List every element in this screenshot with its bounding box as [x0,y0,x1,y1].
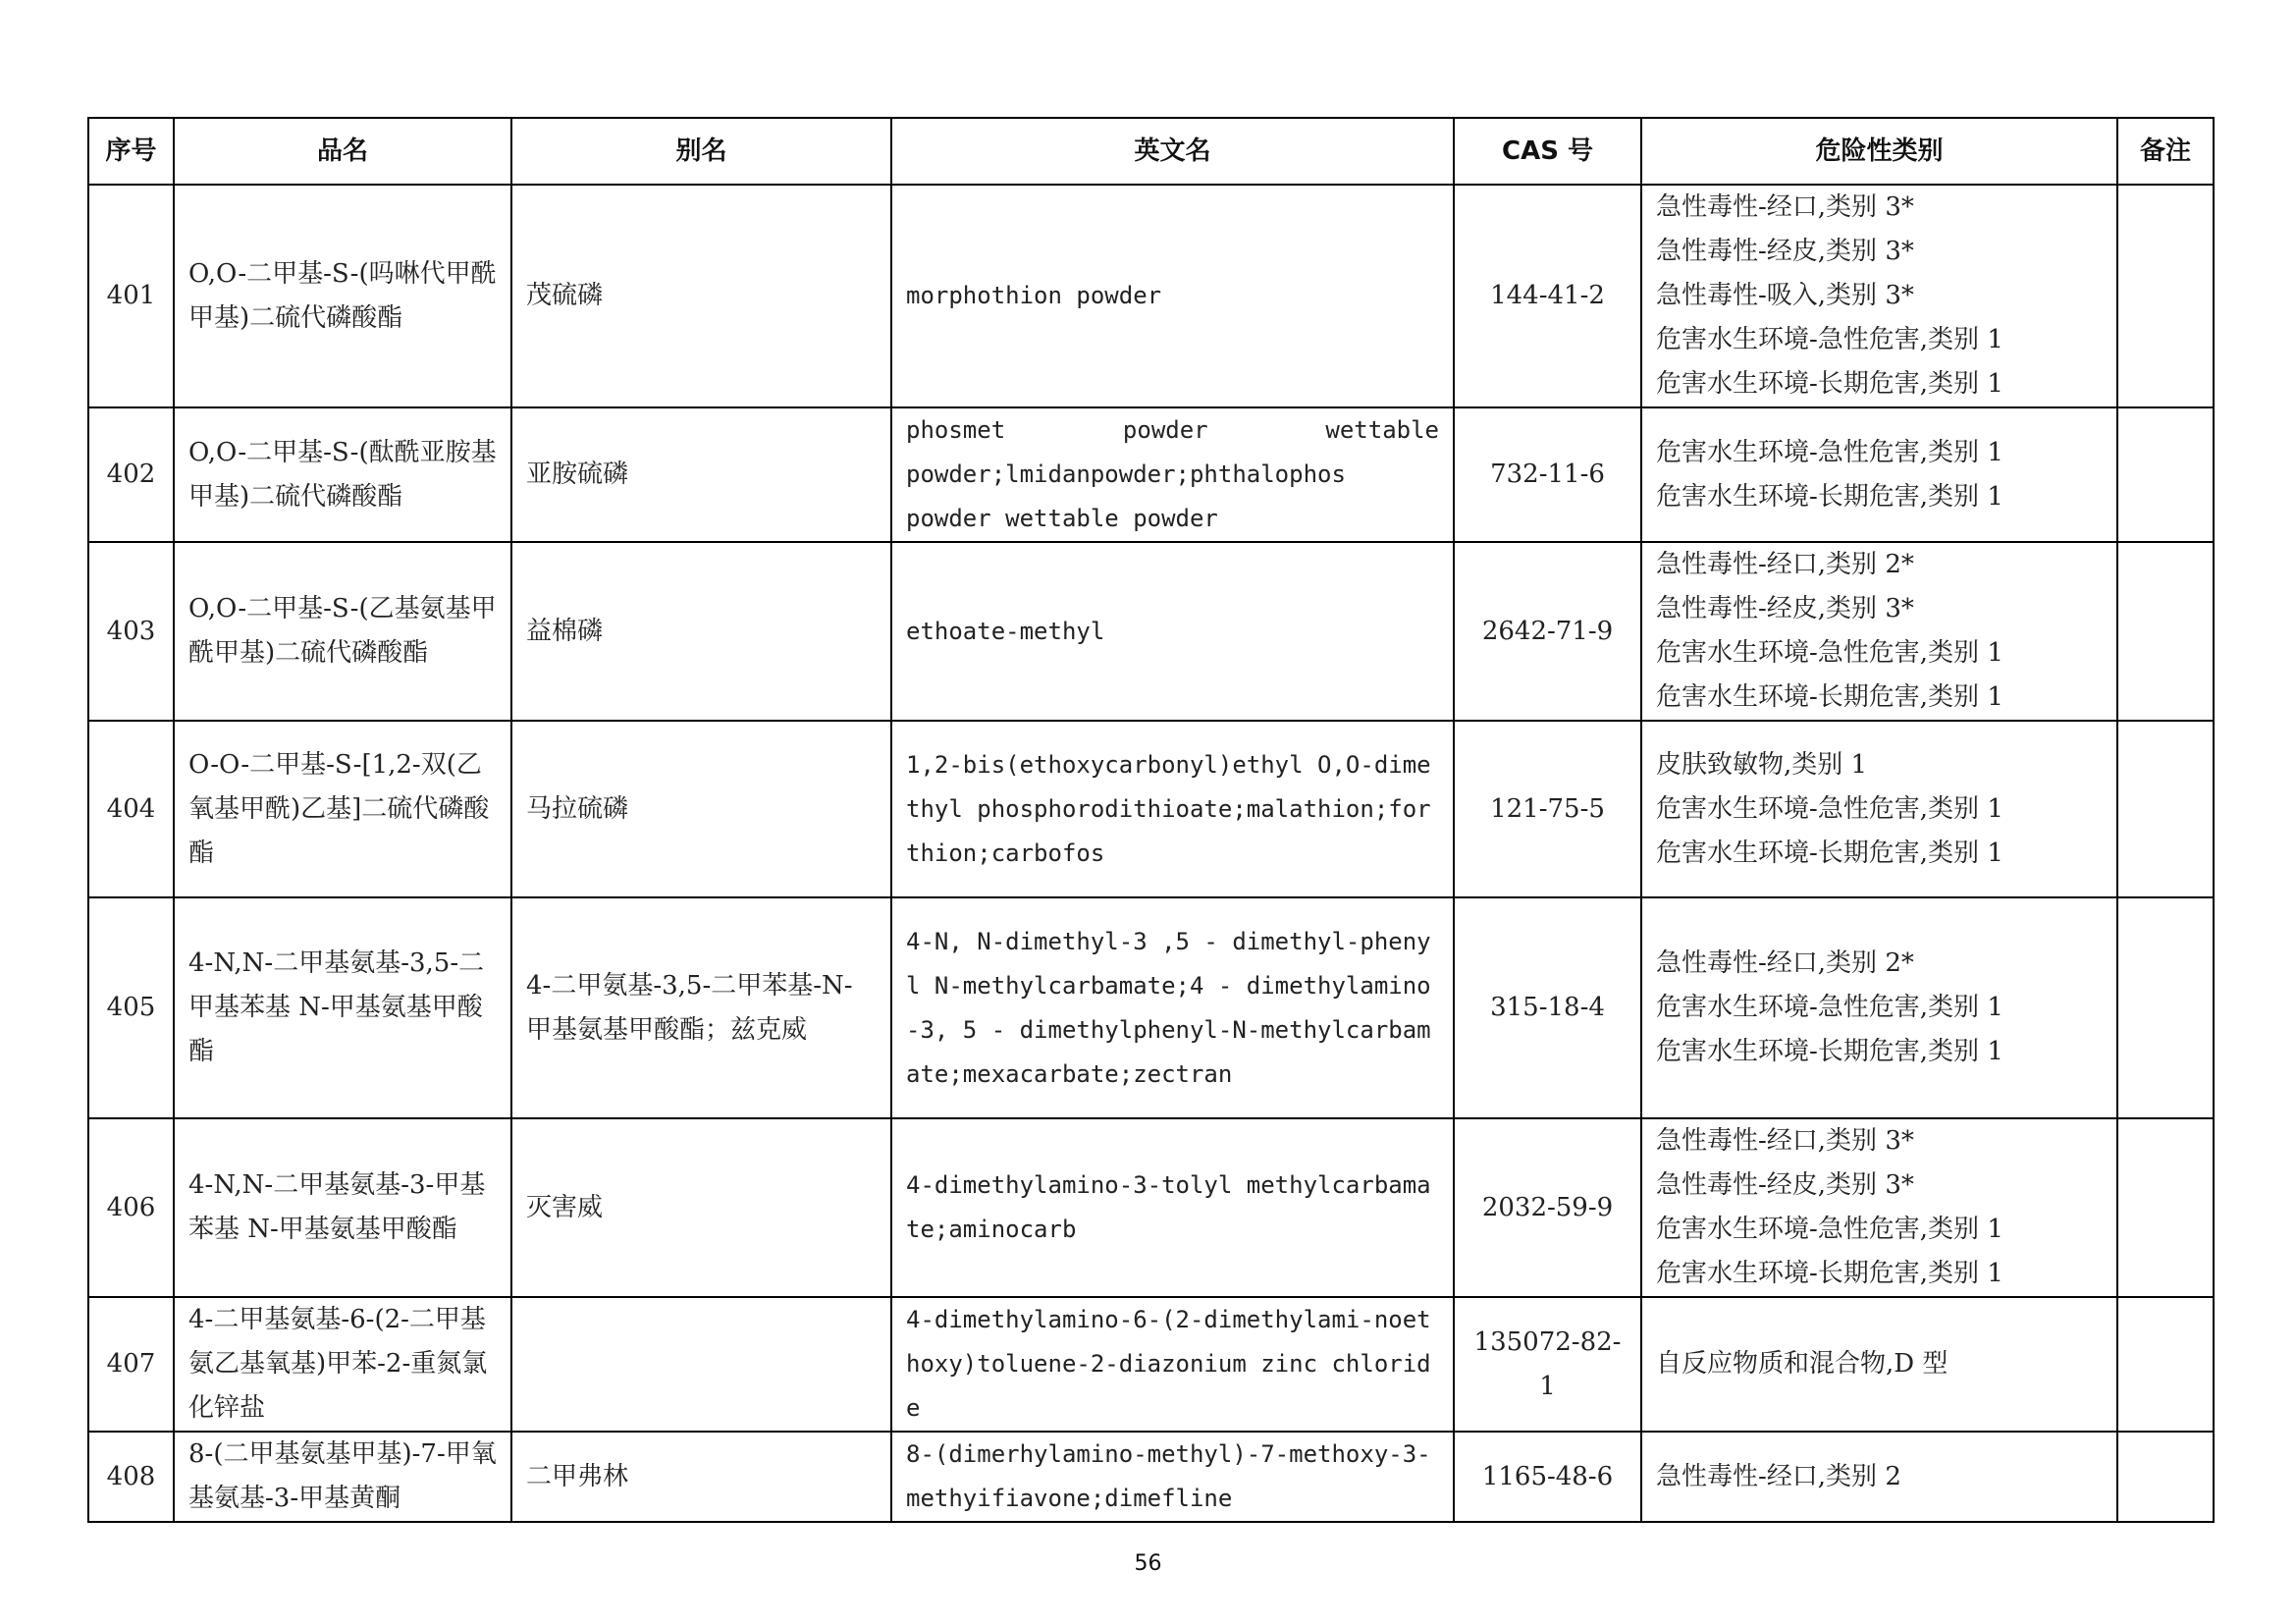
cell-name: O,O-二甲基-S-(乙基氨基甲酰甲基)二硫代磷酸酯 [174,542,511,721]
cell-alias: 亚胺硫磷 [511,407,891,542]
cell-english: 4-dimethylamino-3-tolyl methylcarbamate;aminocarb [891,1118,1454,1297]
table-row [88,1432,2214,1522]
hazard-line: 皮肤致敏物,类别 1 [1656,749,1868,780]
hazard-line: 危害水生环境-长期危害,类别 1 [1656,369,2003,399]
hazard-line: 急性毒性-经口,类别 3* [1656,192,1914,222]
hazard-line: 危害水生环境-急性危害,类别 1 [1656,993,2003,1022]
cell-hazard [1641,1432,2117,1522]
cell-alias: 益棉磷 [511,542,891,721]
cell-cas: 144-41-2 [1454,185,1641,407]
hazard-line: 危害水生环境-急性危害,类别 1 [1656,1215,2003,1244]
hazard-line: 自反应物质和混合物,D 型 [1656,1349,1949,1379]
hazard-line: 危害水生环境-长期危害,类别 1 [1656,481,2003,512]
hazard-line: 危害水生环境-长期危害,类别 1 [1656,682,2003,712]
cell-remark [2117,407,2214,542]
cell-remark [2117,897,2214,1118]
hazard-line: 急性毒性-经皮,类别 3* [1656,1170,1914,1200]
hazard-line: 急性毒性-经口,类别 2* [1656,550,1914,579]
cell-cas: 2642-71-9 [1454,542,1641,721]
cell-no: 404 [88,721,174,897]
hazard-line: 危害水生环境-急性危害,类别 1 [1656,793,2003,824]
cell-english: phosmet powder wettable powder;lmidanpowder;phthalophos powder wettable powder [891,407,1454,542]
cell-cas: 2032-59-9 [1454,1118,1641,1297]
header-english: 英文名 [891,118,1454,185]
cell-alias [511,1297,891,1432]
table-row [88,542,2214,721]
cell-english: ethoate-methyl [891,542,1454,721]
cell-alias: 二甲弗林 [511,1432,891,1522]
cell-name: 4-N,N-二甲基氨基-3-甲基苯基 N-甲基氨基甲酸酯 [174,1118,511,1297]
cell-remark [2117,185,2214,407]
cell-remark [2117,1297,2214,1432]
cell-name: O,O-二甲基-S-(酞酰亚胺基甲基)二硫代磷酸酯 [174,407,511,542]
header-hazard: 危险性类别 [1641,118,2117,185]
header-remark: 备注 [2117,118,2214,185]
page-number: 56 [1134,1551,1162,1576]
cell-cas: 315-18-4 [1454,897,1641,1118]
hazard-line: 急性毒性-经皮,类别 3* [1656,237,1914,266]
cell-cas: 135072-82-1 [1454,1297,1641,1432]
cell-name: 4-二甲基氨基-6-(2-二甲基氨乙基氧基)甲苯-2-重氮氯化锌盐 [174,1297,511,1432]
hazard-line: 危害水生环境-长期危害,类别 1 [1656,1259,2003,1288]
hazard-line: 急性毒性-经口,类别 2* [1656,948,1914,978]
header-cas: CAS 号 [1454,118,1641,185]
cell-no: 408 [88,1432,174,1522]
cell-english: 1,2-bis(ethoxycarbonyl)ethyl O,O-dimethyl phosphorodithioate;malathion;forthion;carbofos [891,721,1454,897]
table-header-row [88,118,2214,185]
cell-english: 4-N, N-dimethyl-3 ,5 - dimethyl-phenyl N-methylcarbamate;4 - dimethylamino-3, 5 - dimethylphenyl-N-methylcarbamate;mexacarbate;zectran [891,897,1454,1118]
cell-english: 4-dimethylamino-6-(2-dimethylami-noethoxy)toluene-2-diazonium zinc chloride [891,1297,1454,1432]
hazard-line: 急性毒性-经皮,类别 3* [1656,594,1914,623]
cell-no: 402 [88,407,174,542]
table-row [88,721,2214,897]
cell-hazard [1641,185,2117,407]
cell-hazard [1641,1118,2117,1297]
table-row [88,185,2214,407]
cell-remark [2117,721,2214,897]
hazard-line: 危害水生环境-急性危害,类别 1 [1656,325,2003,354]
table-row [88,407,2214,542]
hazardous-chemicals-table [87,117,2215,1523]
hazard-line: 危害水生环境-长期危害,类别 1 [1656,1037,2003,1066]
cell-alias: 马拉硫磷 [511,721,891,897]
cell-hazard [1641,407,2117,542]
cell-name: 4-N,N-二甲基氨基-3,5-二甲基苯基 N-甲基氨基甲酸酯 [174,897,511,1118]
cell-alias: 4-二甲氨基-3,5-二甲苯基-N-甲基氨基甲酸酯；兹克威 [511,897,891,1118]
cell-cas: 121-75-5 [1454,721,1641,897]
cell-name: O,O-二甲基-S-(吗啉代甲酰甲基)二硫代磷酸酯 [174,185,511,407]
cell-alias: 茂硫磷 [511,185,891,407]
cell-remark [2117,1432,2214,1522]
cell-remark [2117,542,2214,721]
hazard-line: 危害水生环境-急性危害,类别 1 [1656,638,2003,668]
cell-no: 406 [88,1118,174,1297]
cell-no: 403 [88,542,174,721]
cell-english: 8-(dimerhylamino-methyl)-7-methoxy-3-methyifiavone;dimefline [891,1432,1454,1522]
cell-no: 407 [88,1297,174,1432]
cell-remark [2117,1118,2214,1297]
hazard-line: 危害水生环境-急性危害,类别 1 [1656,437,2003,467]
header-name: 品名 [174,118,511,185]
cell-no: 401 [88,185,174,407]
cell-alias: 灭害威 [511,1118,891,1297]
cell-english: morphothion powder [891,185,1454,407]
hazard-line: 急性毒性-吸入,类别 3* [1656,281,1914,310]
cell-name: O-O-二甲基-S-[1,2-双(乙氧基甲酰)乙基]二硫代磷酸酯 [174,721,511,897]
table-row [88,897,2214,1118]
cell-hazard [1641,542,2117,721]
cell-hazard [1641,721,2117,897]
cell-no: 405 [88,897,174,1118]
hazard-line: 急性毒性-经口,类别 3* [1656,1126,1914,1156]
cell-hazard [1641,1297,2117,1432]
header-alias: 别名 [511,118,891,185]
table-row [88,1118,2214,1297]
hazard-line: 急性毒性-经口,类别 2 [1656,1461,1901,1491]
cell-name: 8-(二甲基氨基甲基)-7-甲氧基氨基-3-甲基黄酮 [174,1432,511,1522]
cell-cas: 732-11-6 [1454,407,1641,542]
header-no: 序号 [88,118,174,185]
table-row [88,1297,2214,1432]
cell-cas: 1165-48-6 [1454,1432,1641,1522]
cell-hazard [1641,897,2117,1118]
hazard-line: 危害水生环境-长期危害,类别 1 [1656,838,2003,868]
